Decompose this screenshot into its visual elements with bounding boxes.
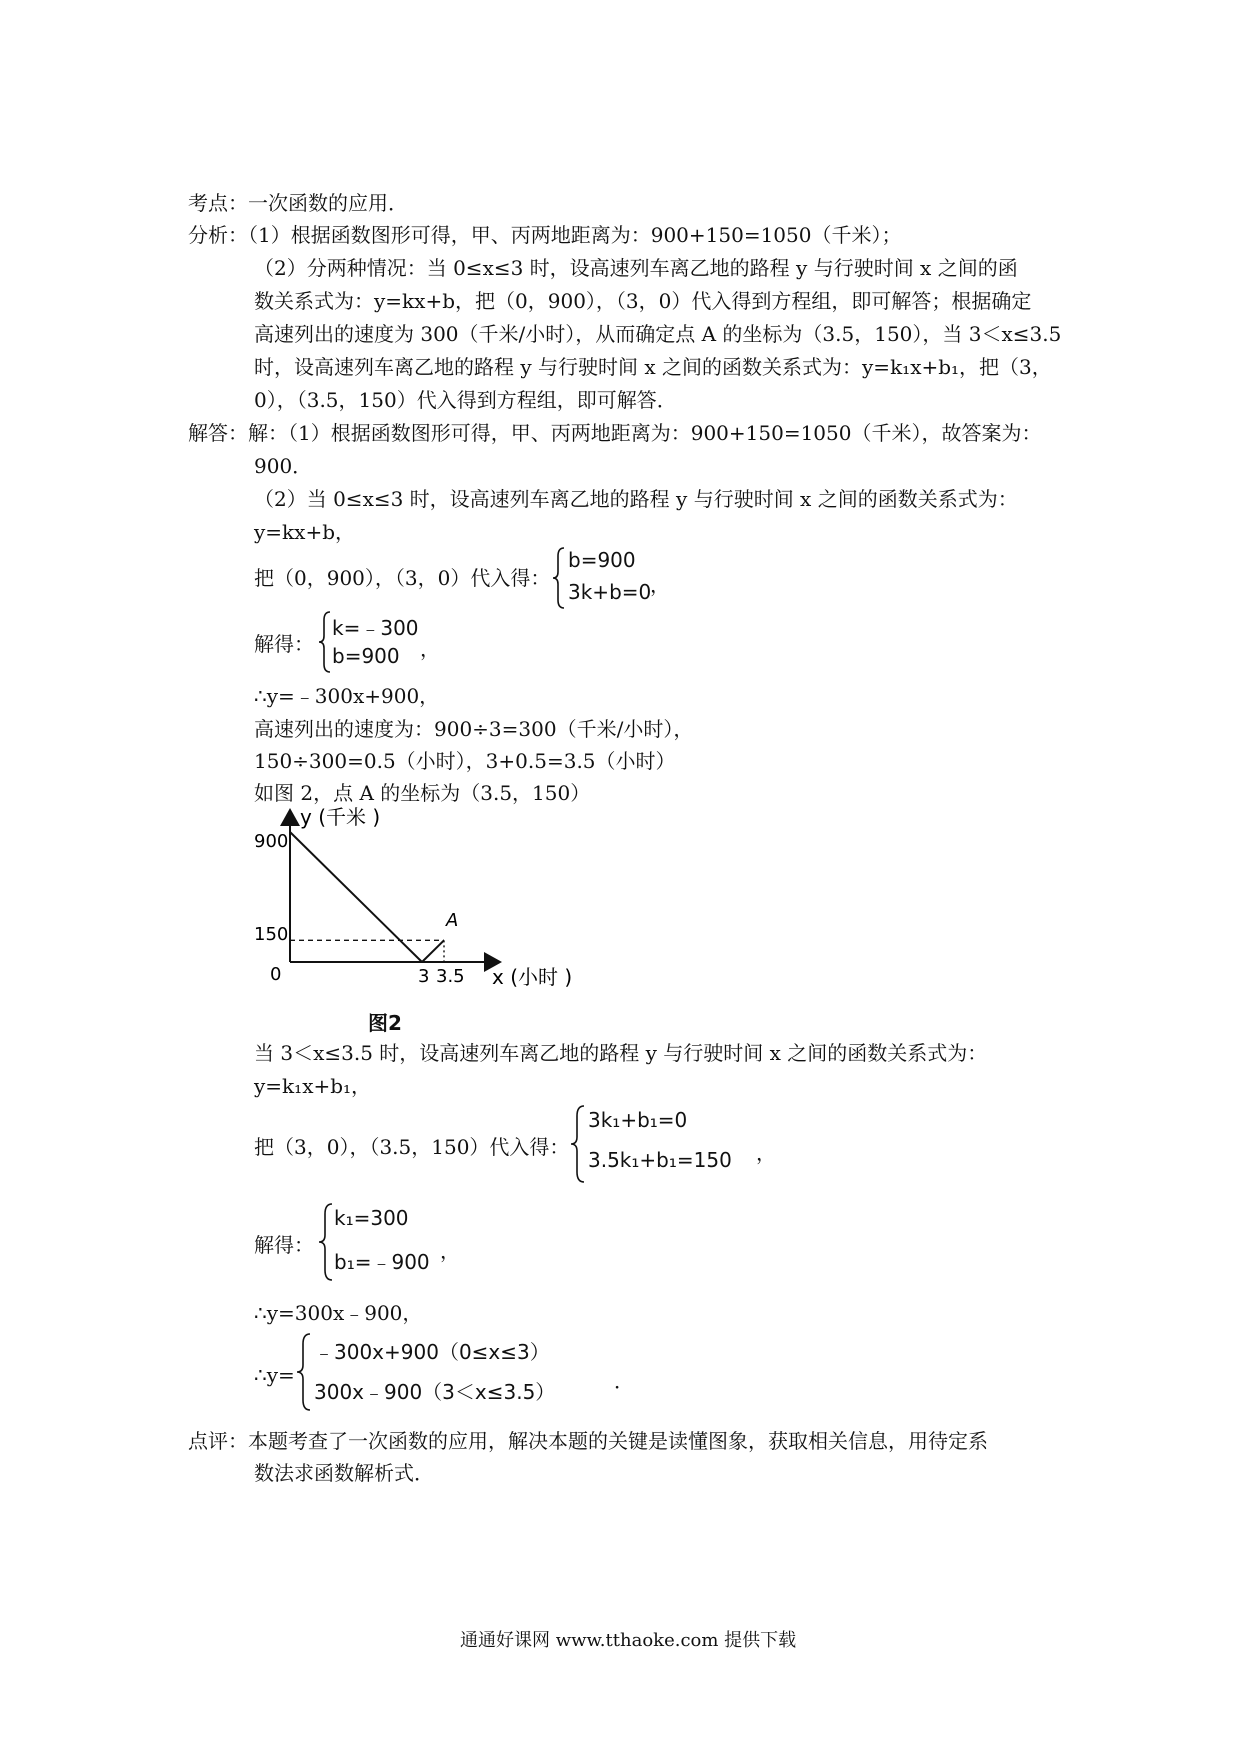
brace-icon — [552, 546, 566, 610]
piecewise-system — [296, 1332, 616, 1412]
piece-2: 300x﹣900（3＜x≤3.5） — [314, 1380, 556, 1404]
case2-line-2: y=k₁x+b₁， — [254, 1074, 372, 1098]
point-a-line: 如图 2，点 A 的坐标为（3.5，150） — [254, 781, 591, 805]
case2-line-1: 当 3＜x≤3.5 时，设高速列车离乙地的路程 y 与行驶时间 x 之间的函数关系式为： — [254, 1041, 988, 1065]
topic-line: 考点：一次函数的应用． — [188, 191, 408, 215]
tick-label-900: 900 — [254, 831, 289, 852]
comma: ， — [420, 637, 440, 661]
analysis-line-1: 分析：（1）根据函数图形可得，甲、丙两地距离为：900+150=1050（千米）； — [188, 223, 902, 247]
equation-4a: k₁=300 — [334, 1206, 409, 1230]
brace-icon — [318, 1202, 334, 1282]
analysis-line-4: 高速列出的速度为 300（千米/小时），从而确定点 A 的坐标为（3.5，150），当 3＜x≤3.5 — [254, 322, 1062, 346]
function-graph — [248, 800, 608, 1030]
brace-icon — [570, 1104, 586, 1184]
equation-1a: b=900 — [568, 548, 636, 572]
analysis-line-2: （2）分两种情况：当 0≤x≤3 时，设高速列车离乙地的路程 y 与行驶时间 x 之间的函 — [254, 256, 1018, 280]
tick-label-3: 3 — [418, 966, 430, 987]
tick-label-3-5: 3.5 — [436, 966, 465, 987]
time-line: 150÷300=0.5（小时），3+0.5=3.5（小时） — [254, 749, 676, 773]
final-result-prefix: ∴y= — [254, 1363, 295, 1387]
substitute-line-2: 把（3，0），（3.5，150）代入得： — [254, 1135, 570, 1159]
x-axis-label: x (小时 ) — [492, 965, 573, 989]
equation-3a: 3k₁+b₁=0 — [588, 1108, 688, 1132]
y-axis-label: y (千米 ) — [300, 805, 381, 829]
substitute-line-1: 把（0，900），（3，0）代入得： — [254, 566, 551, 590]
answer-line-1: 解答：解：（1）根据函数图形可得，甲、丙两地距离为：900+150=1050（千米），故答案为： — [188, 421, 1042, 445]
answer-line-4: y=kx+b， — [254, 520, 356, 544]
answer-line-3: （2）当 0≤x≤3 时，设高速列车离乙地的路程 y 与行驶时间 x 之间的函数关系式为： — [254, 487, 1018, 511]
series-segment-2 — [422, 940, 444, 962]
equation-2b: b=900 — [332, 644, 400, 668]
result-line-2: ∴y=300x﹣900， — [254, 1301, 423, 1325]
result-line-1: ∴y=﹣300x+900， — [254, 684, 440, 708]
analysis-line-6: 0），（3.5，150）代入得到方程组，即可解答． — [254, 388, 677, 412]
point-a-label: A — [446, 910, 459, 931]
analysis-line-5: 时，设高速列车离乙地的路程 y 与行驶时间 x 之间的函数关系式为：y=k₁x+b₁，把（3， — [254, 355, 1052, 379]
tick-label-0: 0 — [270, 964, 282, 985]
equation-1b: 3k+b=0 — [568, 580, 652, 604]
period: ． — [614, 1369, 634, 1393]
equation-4b: b₁=﹣900 — [334, 1250, 430, 1274]
piece-1: ﹣300x+900（0≤x≤3） — [314, 1340, 550, 1364]
figure-caption: 图2 — [368, 1011, 402, 1035]
comment-line-2: 数法求函数解析式． — [254, 1461, 434, 1485]
comma: ， — [756, 1141, 776, 1165]
footer-credit: 通通好课网 www.tthaoke.com 提供下载 — [460, 1630, 797, 1651]
series-segment-1 — [290, 832, 422, 962]
solve-line-1: 解得： — [254, 632, 314, 656]
equation-2a: k=﹣300 — [332, 616, 419, 640]
answer-line-2: 900． — [254, 454, 313, 478]
comma: ， — [440, 1239, 460, 1263]
brace-icon — [296, 1332, 312, 1412]
brace-icon — [318, 610, 332, 674]
equation-3b: 3.5k₁+b₁=150 — [588, 1148, 732, 1172]
equation-system-4 — [318, 1202, 458, 1282]
analysis-line-3: 数关系式为：y=kx+b，把（0，900），（3，0）代入得到方程组，即可解答；根据确定 — [254, 289, 1032, 313]
solve-line-2: 解得： — [254, 1233, 314, 1257]
tick-label-150: 150 — [254, 924, 289, 945]
comment-line-1: 点评：本题考查了一次函数的应用，解决本题的关键是读懂图象，获取相关信息，用待定系 — [188, 1429, 988, 1453]
equation-system-3 — [570, 1104, 770, 1184]
speed-line: 高速列出的速度为：900÷3=300（千米/小时）， — [254, 717, 694, 741]
comma: ， — [650, 573, 670, 597]
